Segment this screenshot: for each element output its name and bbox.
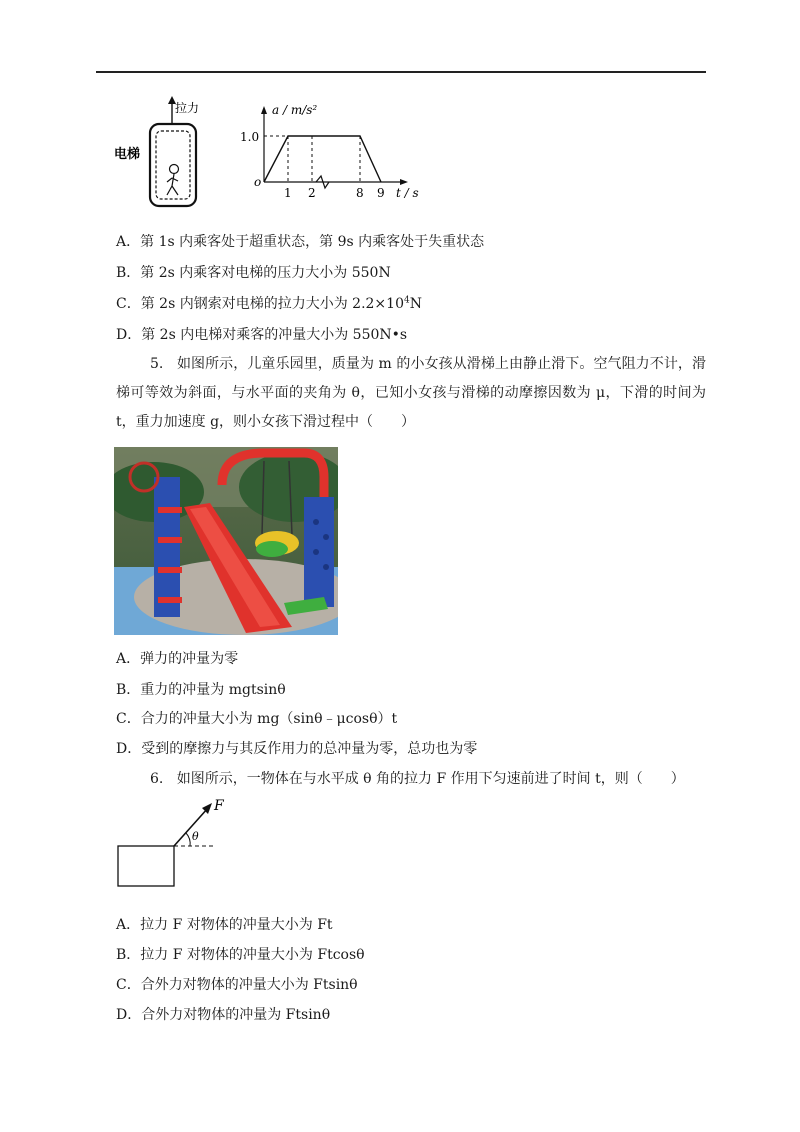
question-text: 如图所示，一物体在与水平成 θ 角的拉力 F 作用下匀速前进了时间 t，则（ ）	[176, 771, 685, 787]
q6-option-a	[116, 915, 333, 935]
option-text: 重力的冲量为 mgtsinθ	[140, 682, 286, 698]
option-text: 第 2s 内钢索对电梯的拉力大小为 2.2×10	[140, 296, 404, 312]
q4-option-b	[116, 263, 391, 283]
q6-option-c	[116, 975, 358, 995]
q4-option-a	[116, 232, 484, 252]
option-text: 第 1s 内乘客处于超重状态，第 9s 内乘客处于失重状态	[140, 234, 485, 250]
x-tick-label: 8	[356, 186, 364, 200]
y-axis-arrow	[261, 106, 267, 114]
option-letter: A．	[116, 651, 141, 667]
header-rule	[96, 71, 706, 73]
x-tick-label: 9	[377, 186, 385, 200]
option-letter: D．	[116, 327, 142, 343]
option-text: 受到的摩擦力与其反作用力的总冲量为零，总功也为零	[141, 741, 478, 757]
q4-option-d	[116, 325, 407, 345]
question-number: 6.	[150, 771, 164, 787]
option-text: 拉力 F 对物体的冲量大小为 Ft	[140, 917, 333, 933]
x-axis-label: t / s	[396, 186, 419, 200]
q5-option-d	[116, 739, 477, 759]
option-text: 合外力对物体的冲量大小为 Ftsinθ	[140, 977, 358, 993]
x-tick-label: 2	[308, 186, 316, 200]
force-label: F	[214, 798, 224, 814]
x-tick-label: 1	[284, 186, 292, 200]
option-letter: D．	[116, 741, 142, 757]
acceleration-curve	[264, 136, 381, 182]
option-letter: C．	[116, 296, 141, 312]
angle-label: θ	[192, 830, 199, 843]
question-text: 如图所示，儿童乐园里，质量为 m 的小女孩从滑梯上由静止滑下。空气阻力不计，滑梯可等效为斜面，与水平面的夹角为 θ，已知小女孩与滑梯的动摩擦因数为 μ，下滑的时间为 t，重力加速度 g，则小女孩下滑过程中（ ）	[116, 356, 706, 430]
y-axis-label: a / m/s²	[272, 103, 318, 117]
elevator-label: 电梯	[114, 147, 141, 162]
q5-option-b	[116, 680, 286, 700]
elevator-figure	[112, 94, 222, 214]
option-letter: B．	[116, 265, 141, 281]
force-arrow	[174, 808, 208, 846]
acceleration-graph	[236, 100, 426, 200]
option-letter: B．	[116, 682, 141, 698]
option-text: 合力的冲量大小为 mg（sinθ﹣μcosθ）t	[140, 711, 398, 727]
option-text: 弹力的冲量为零	[140, 651, 239, 667]
option-letter: D．	[116, 1007, 142, 1023]
swing-seat-green	[256, 541, 288, 557]
ladder-frame	[154, 477, 180, 617]
q4-option-c	[116, 294, 422, 314]
playground-slide-photo	[114, 447, 338, 635]
option-unit: N	[409, 296, 422, 312]
option-letter: A．	[116, 917, 141, 933]
option-text: 第 2s 内乘客对电梯的压力大小为 550N	[140, 265, 391, 281]
passenger-body	[167, 174, 178, 195]
option-letter: A．	[116, 234, 141, 250]
question-number: 5.	[150, 356, 164, 372]
q6-option-b	[116, 945, 365, 965]
pull-label: 拉力	[175, 101, 200, 115]
passenger-head	[170, 165, 179, 174]
q5-option-c	[116, 709, 397, 729]
exponent: 4	[403, 295, 410, 306]
q6-stem	[116, 765, 706, 794]
option-text: 合外力对物体的冲量为 Ftsinθ	[141, 1007, 331, 1023]
force-figure	[112, 796, 232, 892]
q5-stem	[116, 350, 706, 437]
y-value-label: 1.0	[240, 130, 260, 144]
x-axis-arrow	[400, 179, 408, 185]
option-letter: C．	[116, 977, 141, 993]
block	[118, 846, 174, 886]
q5-option-a	[116, 649, 238, 669]
option-text: 拉力 F 对物体的冲量大小为 Ftcosθ	[140, 947, 365, 963]
option-text: 第 2s 内电梯对乘客的冲量大小为 550N•s	[141, 327, 408, 343]
option-letter: B．	[116, 947, 141, 963]
q6-option-d	[116, 1005, 330, 1025]
option-letter: C．	[116, 711, 141, 727]
origin-label: o	[254, 175, 262, 189]
angle-arc	[186, 833, 190, 846]
